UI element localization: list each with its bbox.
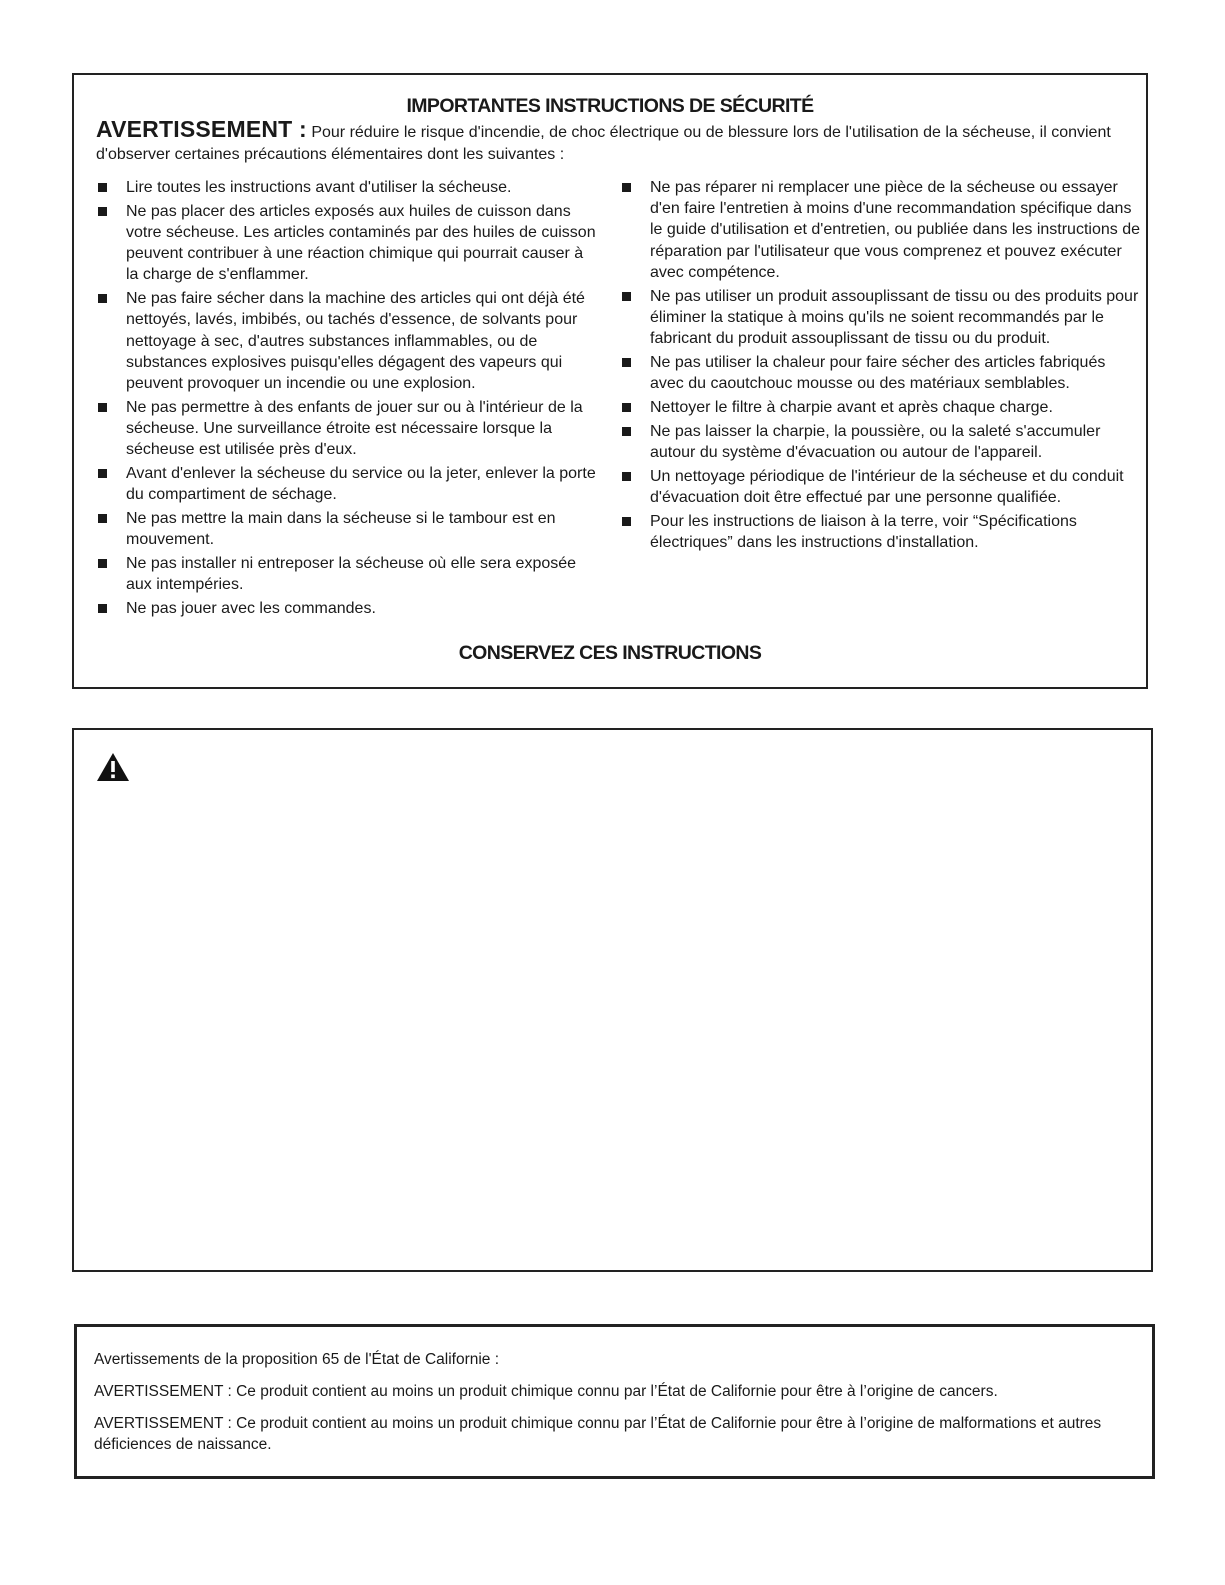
square-bullet-icon (98, 183, 107, 192)
square-bullet-icon (622, 292, 631, 301)
square-bullet-icon (622, 183, 631, 192)
list-item: Un nettoyage périodique de l'intérieur de la sécheuse et du conduit d'évacuation doit être effectué par une personne qualifiée. (622, 466, 1142, 508)
prop65-warning-cancer: AVERTISSEMENT : Ce produit contient au moins un produit chimique connu par l’État de Californie pour être à l’origine de cancers. (94, 1383, 998, 1400)
square-bullet-icon (622, 403, 631, 412)
list-item: Ne pas jouer avec les commandes. (98, 598, 598, 619)
square-bullet-icon (622, 517, 631, 526)
list-item: Ne pas mettre la main dans la sécheuse si le tambour est en mouvement. (98, 508, 598, 550)
warning-text: Pour réduire le risque d'incendie, de choc électrique ou de blessure lors de l'utilisation de la sécheuse, il convient d'observer certaines précautions élémentaires dont les suivantes : (96, 124, 1111, 163)
square-bullet-icon (98, 514, 107, 523)
square-bullet-icon (98, 604, 107, 613)
list-item: Ne pas faire sécher dans la machine des articles qui ont déjà été nettoyés, lavés, imbibés, ou tachés d'essence, de solvants pour nettoyage à sec, d'autres substances inflammables, ou de substances explosives puisqu'elles dégagent des vapeurs qui peuvent provoquer un incendie ou une explosion. (98, 288, 598, 394)
list-item: Ne pas installer ni entreposer la sécheuse où elle sera exposée aux intempéries. (98, 553, 598, 595)
instructions-left-column (98, 177, 598, 622)
square-bullet-icon (622, 358, 631, 367)
list-item: Lire toutes les instructions avant d'utiliser la sécheuse. (98, 177, 598, 198)
keep-instructions-title: CONSERVEZ CES INSTRUCTIONS (458, 642, 762, 664)
prop65-content (94, 1349, 1134, 1466)
list-item: Ne pas permettre à des enfants de jouer sur ou à l'intérieur de la sécheuse. Une surveillance étroite est nécessaire lorsque la sécheuse est utilisée près d'eux. (98, 397, 598, 461)
list-item: Ne pas utiliser un produit assouplissant de tissu ou des produits pour éliminer la statique à moins qu'ils ne soient recommandés par le fabricant du produit assouplissant de tissu ou du produit. (622, 286, 1142, 350)
square-bullet-icon (98, 403, 107, 412)
list-item: Avant d'enlever la sécheuse du service ou la jeter, enlever la porte du compartiment de séchage. (98, 463, 598, 505)
square-bullet-icon (622, 427, 631, 436)
hazard-warning-box (72, 728, 1153, 1272)
list-item: Pour les instructions de liaison à la terre, voir “Spécifications électriques” dans les instructions d'installation. (622, 511, 1142, 553)
warning-word: AVERTISSEMENT : (96, 116, 307, 142)
list-item: Ne pas laisser la charpie, la poussière, ou la saleté s'accumuler autour du système d'évacuation ou autour de l'appareil. (622, 421, 1142, 463)
safety-instructions-box (72, 73, 1148, 689)
list-item: Ne pas utiliser la chaleur pour faire sécher des articles fabriqués avec du caoutchouc mousse ou des matériaux semblables. (622, 352, 1142, 394)
square-bullet-icon (98, 559, 107, 568)
prop65-box (74, 1324, 1155, 1479)
list-item: Ne pas réparer ni remplacer une pièce de la sécheuse ou essayer d'en faire l'entretien à moins d'une recommandation spécifique dans le guide d'utilisation et d'entretien, ou publiée dans les instructions de réparation par l'utilisateur que vous comprenez et pouvez exécuter avec compétence. (622, 177, 1142, 283)
list-item: Ne pas placer des articles exposés aux huiles de cuisson dans votre sécheuse. Les articles contaminés par des huiles de cuisson peuvent contribuer à une réaction chimique qui pourrait causer à la charge de s'enflammer. (98, 201, 598, 286)
safety-title: IMPORTANTES INSTRUCTIONS DE SÉCURITÉ (406, 95, 814, 117)
square-bullet-icon (98, 469, 107, 478)
square-bullet-icon (98, 294, 107, 303)
square-bullet-icon (622, 472, 631, 481)
list-item: Nettoyer le filtre à charpie avant et après chaque charge. (622, 397, 1142, 418)
warning-triangle-icon (96, 752, 130, 782)
prop65-heading: Avertissements de la proposition 65 de l'État de Californie : (94, 1351, 500, 1368)
warning-intro (96, 118, 1116, 166)
instructions-right-column (622, 177, 1142, 556)
prop65-warning-birth: AVERTISSEMENT : Ce produit contient au moins un produit chimique connu par l’État de Californie pour être à l’origine de malformations et autres déficiences de naissance. (94, 1415, 1102, 1453)
square-bullet-icon (98, 207, 107, 216)
